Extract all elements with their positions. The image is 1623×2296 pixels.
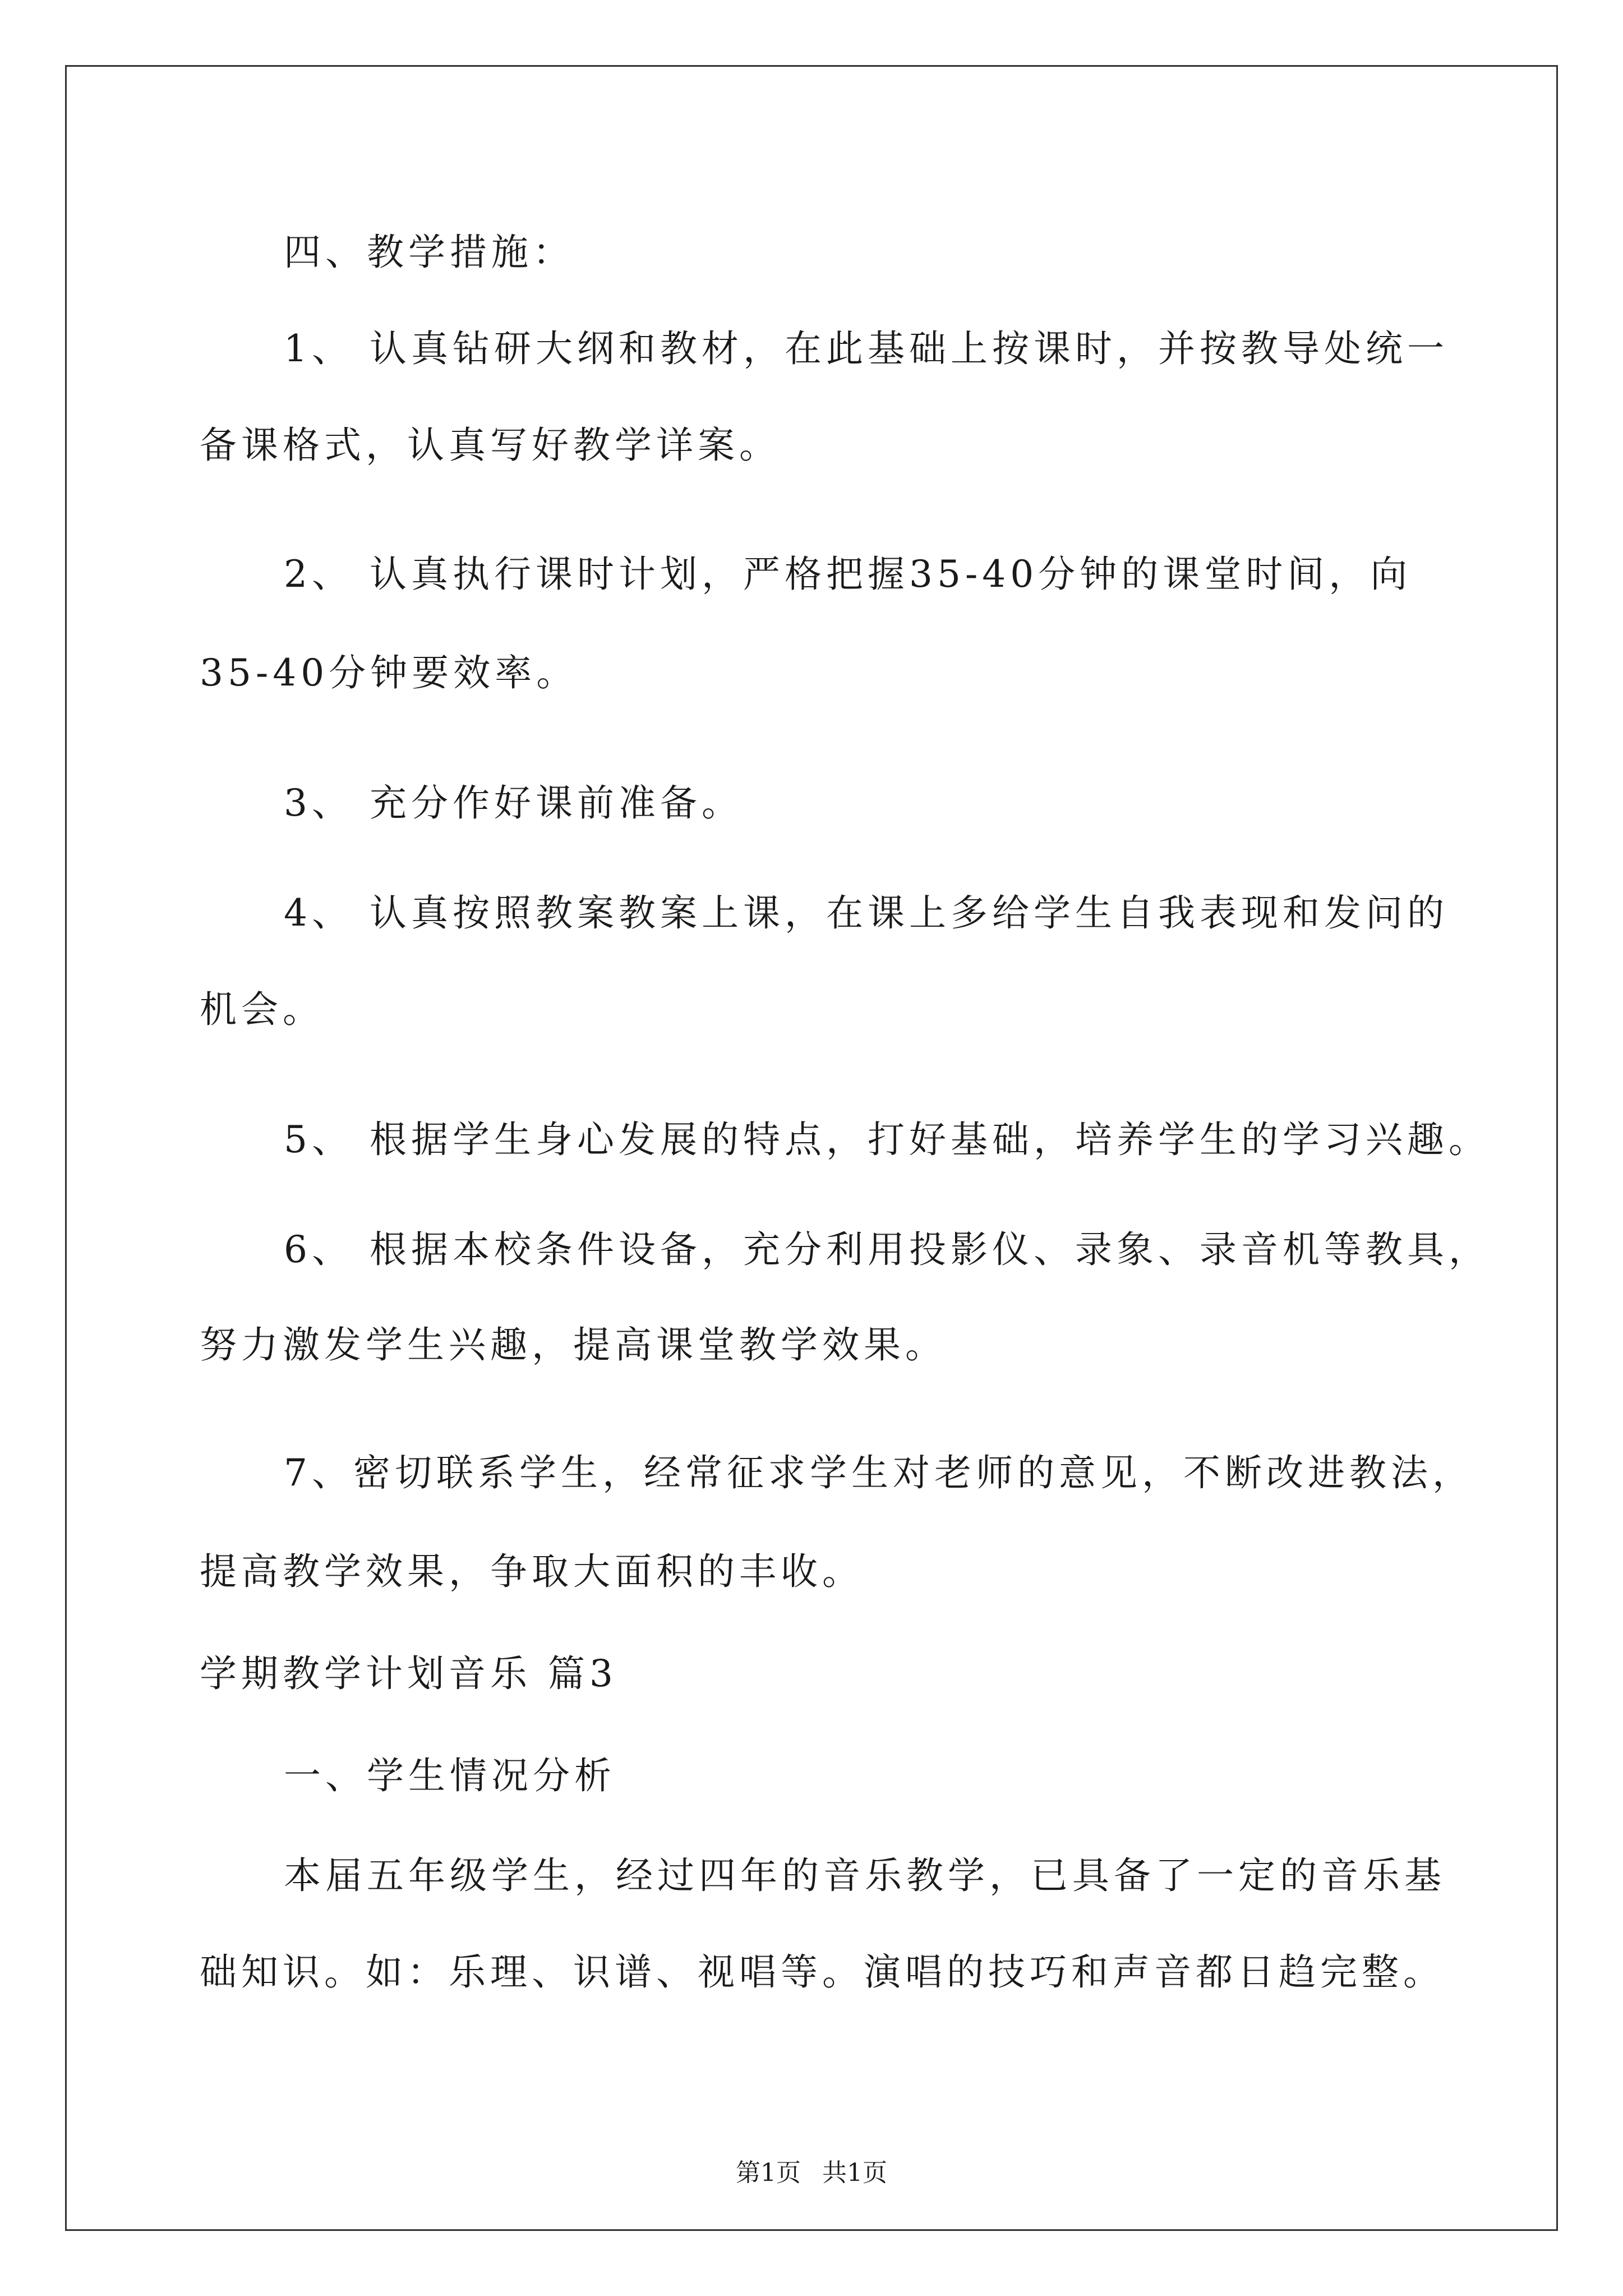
- measure-4-line-1: 4、 认真按照教案教案上课，在课上多给学生自我表现和发问的: [284, 891, 1449, 935]
- measure-2-line-1: 2、 认真执行课时计划，严格把握35-40分钟的课堂时间，向: [284, 553, 1412, 596]
- measure-7-line-1: 7、密切联系学生，经常征求学生对老师的意见，不断改进教法，: [284, 1451, 1474, 1494]
- heading-teaching-measures: 四、教学措施：: [284, 231, 574, 274]
- measure-1-line-2: 备课格式，认真写好教学详案。: [200, 424, 781, 467]
- page-footer: [0, 2159, 1623, 2188]
- page-total: 共1页: [822, 2159, 887, 2187]
- measure-6-line-2: 努力激发学生兴趣，提高课堂教学效果。: [200, 1323, 947, 1366]
- measure-5: 5、 根据学生身心发展的特点，打好基础，培养学生的学习兴趣。: [284, 1118, 1490, 1161]
- measure-6-line-1: 6、 根据本校条件设备，充分利用投影仪、录象、录音机等教具，: [284, 1228, 1490, 1271]
- analysis-line-2: 础知识。如：乐理、识谱、视唱等。演唱的技巧和声音都日趋完整。: [200, 1950, 1445, 1994]
- heading-student-analysis: 一、学生情况分析: [284, 1754, 616, 1797]
- section-title-music-plan: 学期教学计划音乐 篇3: [200, 1652, 617, 1695]
- page-number: 第1页: [736, 2159, 801, 2187]
- measure-7-line-2: 提高教学效果，争取大面积的丰收。: [200, 1550, 864, 1593]
- measure-4-line-2: 机会。: [200, 988, 324, 1031]
- measure-1-line-1: 1、 认真钻研大纲和教材，在此基础上按课时，并按教导处统一: [284, 327, 1449, 370]
- measure-2-line-2: 35-40分钟要效率。: [200, 651, 578, 694]
- measure-3: 3、 充分作好课前准备。: [284, 781, 743, 825]
- analysis-line-1: 本届五年级学生，经过四年的音乐教学，已具备了一定的音乐基: [284, 1854, 1446, 1897]
